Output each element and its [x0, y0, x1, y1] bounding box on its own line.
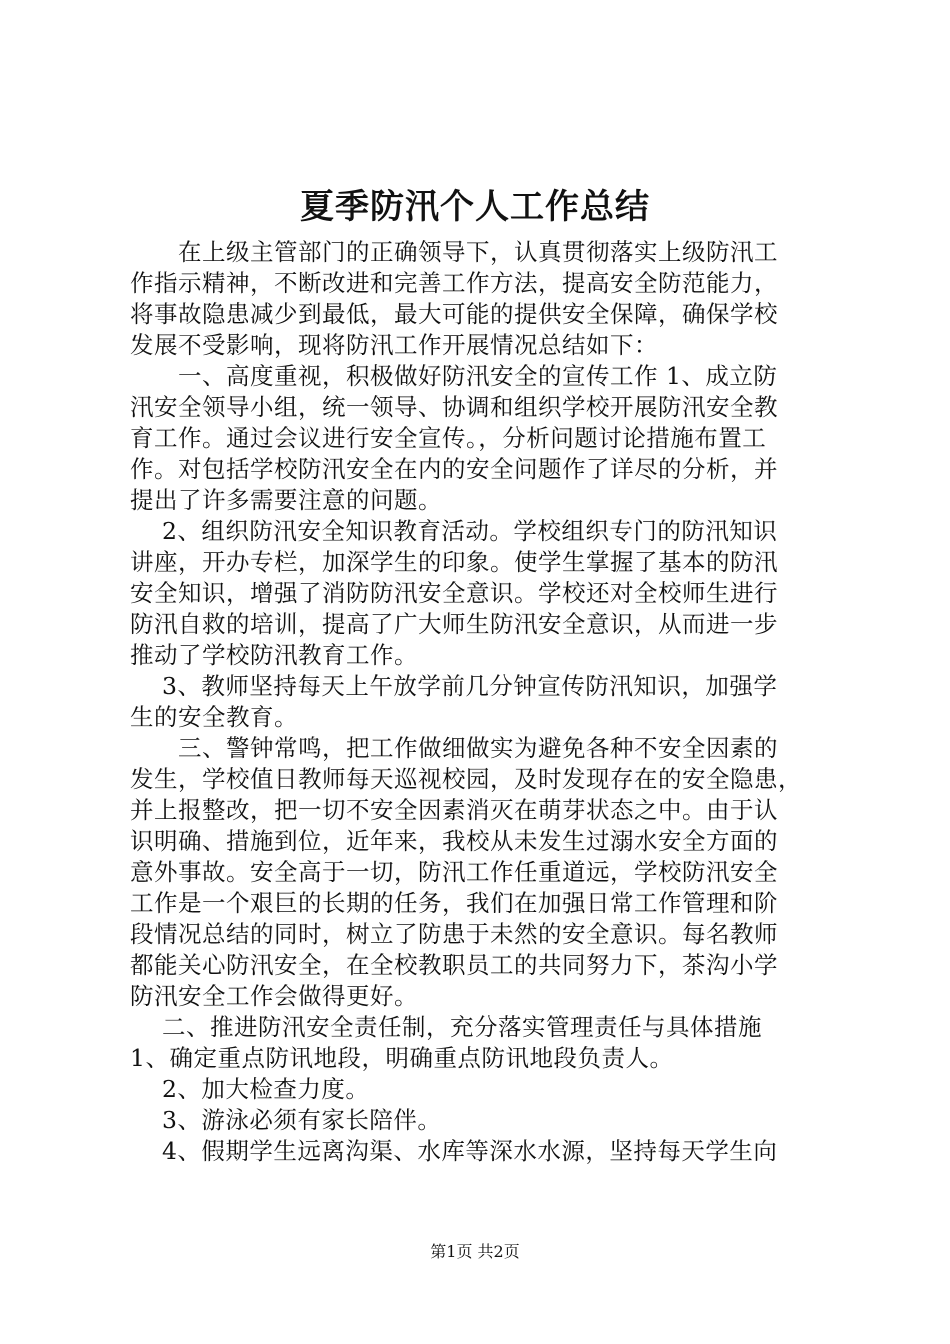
body-line: 讲座，开办专栏，加深学生的印象。使学生掌握了基本的防汛	[130, 548, 778, 576]
body-line: 2、加大检查力度。	[130, 1075, 370, 1103]
body-line: 识明确、措施到位，近年来，我校从未发生过溺水安全方面的	[130, 827, 778, 855]
body-line: 安全知识，增强了消防防汛安全意识。学校还对全校师生进行	[130, 579, 778, 607]
body-line: 防汛自救的培训，提高了广大师生防汛安全意识，从而进一步	[130, 610, 778, 638]
body-line: 推动了学校防汛教育工作。	[130, 641, 418, 669]
page-number: 第1页 共2页	[430, 1242, 520, 1261]
body-line: 2、组织防汛安全知识教育活动。学校组织专门的防汛知识	[130, 517, 778, 545]
body-line: 防汛安全工作会做得更好。	[130, 982, 418, 1010]
body-line: 三、警钟常鸣，把工作做细做实为避免各种不安全因素的	[130, 734, 778, 762]
body-line: 4、假期学生远离沟渠、水库等深水水源，坚持每天学生向	[130, 1137, 778, 1165]
body-line: 生的安全教育。	[130, 703, 298, 731]
body-line: 工作是一个艰巨的长期的任务，我们在加强日常工作管理和阶	[130, 889, 778, 917]
body-line: 育工作。通过会议进行安全宣传。，分析问题讨论措施布置工	[130, 424, 767, 452]
body-line: 1、确定重点防讯地段，明确重点防讯地段负责人。	[130, 1044, 674, 1072]
body-line: 将事故隐患减少到最低，最大可能的提供安全保障，确保学校	[130, 300, 778, 328]
body-line: 一、高度重视，积极做好防汛安全的宣传工作 1、成立防	[130, 362, 778, 390]
body-line: 并上报整改，把一切不安全因素消灭在萌芽状态之中。由于认	[130, 796, 778, 824]
body-line: 发生，学校值日教师每天巡视校园，及时发现存在的安全隐患，	[130, 765, 802, 793]
body-line: 作。对包括学校防汛安全在内的安全问题作了详尽的分析，并	[130, 455, 778, 483]
body-line: 在上级主管部门的正确领导下，认真贯彻落实上级防汛工	[130, 238, 778, 266]
body-line: 意外事故。安全高于一切，防汛工作任重道远，学校防汛安全	[130, 858, 778, 886]
body-line: 都能关心防汛安全，在全校教职员工的共同努力下，茶沟小学	[130, 951, 778, 979]
body-line: 3、游泳必须有家长陪伴。	[130, 1106, 442, 1134]
body-line: 3、教师坚持每天上午放学前几分钟宣传防汛知识，加强学	[130, 672, 778, 700]
body-line: 提出了许多需要注意的问题。	[130, 486, 442, 514]
body-line: 汛安全领导小组，统一领导、协调和组织学校开展防汛安全教	[130, 393, 778, 421]
body-line: 作指示精神，不断改进和完善工作方法，提高安全防范能力，	[130, 269, 778, 297]
body-line: 发展不受影响，现将防汛工作开展情况总结如下：	[130, 331, 658, 359]
body-line: 二、推进防汛安全责任制，充分落实管理责任与具体措施	[130, 1013, 762, 1041]
body-line: 段情况总结的同时，树立了防患于未然的安全意识。每名教师	[130, 920, 778, 948]
document-title: 夏季防汛个人工作总结	[300, 187, 650, 227]
